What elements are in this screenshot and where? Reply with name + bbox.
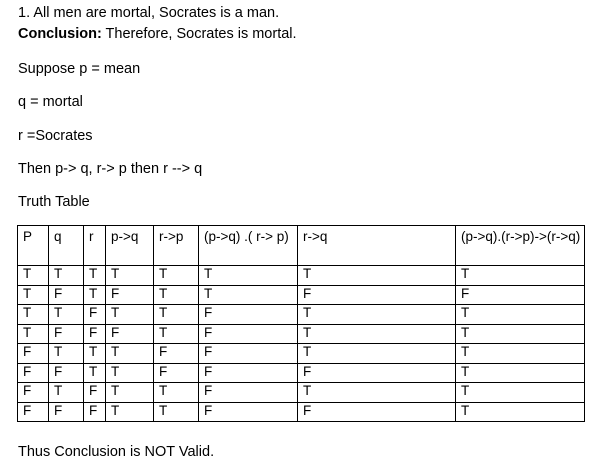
table-row (18, 266, 585, 286)
table-cell: T (154, 402, 199, 422)
table-cell: F (18, 344, 49, 364)
suppose-p-text: Suppose p = mean (18, 61, 141, 77)
table-header-cell: q (49, 226, 84, 266)
table-cell: T (84, 285, 106, 305)
table-cell: T (456, 266, 585, 286)
table-header-cell: (p->q) .( r-> p) (199, 226, 298, 266)
table-cell: T (456, 363, 585, 383)
table-cell: T (18, 305, 49, 325)
table-cell: T (18, 266, 49, 286)
table-cell: T (154, 266, 199, 286)
table-cell: F (18, 402, 49, 422)
table-cell: T (49, 344, 84, 364)
table-cell: F (199, 344, 298, 364)
table-cell: T (106, 266, 154, 286)
def-r-text: r =Socrates (18, 128, 93, 144)
table-cell: T (298, 344, 456, 364)
table-row (18, 324, 585, 344)
table-cell: T (154, 305, 199, 325)
table-cell: T (298, 383, 456, 403)
table-cell: F (199, 305, 298, 325)
table-cell: T (298, 266, 456, 286)
table-cell: F (199, 402, 298, 422)
table-header-row (18, 226, 585, 266)
table-cell: T (456, 305, 585, 325)
premise-text: 1. All men are mortal, Socrates is a man. (18, 5, 280, 21)
table-cell: F (106, 285, 154, 305)
table-cell: T (84, 344, 106, 364)
table-cell: T (456, 324, 585, 344)
table-cell: T (84, 363, 106, 383)
table-header-cell: P (18, 226, 49, 266)
table-cell: F (49, 324, 84, 344)
conclusion-text: Therefore, Socrates is mortal. (101, 26, 297, 42)
table-header-cell: r (84, 226, 106, 266)
table-cell: T (106, 305, 154, 325)
table-cell: F (49, 285, 84, 305)
table-header-cell: r->p (154, 226, 199, 266)
table-row (18, 363, 585, 383)
table-cell: T (154, 383, 199, 403)
table-cell: F (298, 285, 456, 305)
table-cell: T (18, 285, 49, 305)
table-cell: T (106, 363, 154, 383)
table-cell: F (154, 344, 199, 364)
table-cell: F (84, 324, 106, 344)
table-header-cell: r->q (298, 226, 456, 266)
table-header-cell: (p->q).(r->p)->(r->q) (456, 226, 585, 266)
table-cell: F (18, 383, 49, 403)
table-cell: T (106, 402, 154, 422)
table-cell: T (154, 324, 199, 344)
table-cell: F (84, 305, 106, 325)
table-row (18, 305, 585, 325)
table-cell: T (199, 266, 298, 286)
table-cell: F (154, 363, 199, 383)
table-cell: F (49, 402, 84, 422)
truth-table (17, 225, 585, 422)
table-cell: F (106, 324, 154, 344)
table-cell: F (199, 363, 298, 383)
table-cell: T (456, 402, 585, 422)
table-cell: F (84, 402, 106, 422)
truth-table-title: Truth Table (18, 194, 90, 210)
then-line-text: Then p-> q, r-> p then r --> q (18, 161, 203, 177)
table-cell: F (298, 402, 456, 422)
table-cell: T (49, 383, 84, 403)
table-cell: T (49, 305, 84, 325)
table-cell: F (18, 363, 49, 383)
conclusion-line (18, 25, 297, 43)
table-cell: T (84, 266, 106, 286)
table-cell: F (456, 285, 585, 305)
result-text: Thus Conclusion is NOT Valid. (18, 444, 215, 460)
table-cell: T (199, 285, 298, 305)
table-row (18, 383, 585, 403)
table-cell: F (84, 383, 106, 403)
table-row (18, 344, 585, 364)
table-cell: F (199, 324, 298, 344)
table-row (18, 402, 585, 422)
table-cell: T (106, 383, 154, 403)
table-cell: T (298, 324, 456, 344)
table-cell: F (49, 363, 84, 383)
table-header-cell: p->q (106, 226, 154, 266)
table-cell: F (298, 363, 456, 383)
table-cell: T (18, 324, 49, 344)
conclusion-label: Conclusion: (18, 26, 102, 42)
table-cell: F (199, 383, 298, 403)
table-cell: T (456, 383, 585, 403)
table-cell: T (298, 305, 456, 325)
table-cell: T (456, 344, 585, 364)
def-q-text: q = mortal (18, 94, 83, 110)
table-cell: T (49, 266, 84, 286)
table-cell: T (106, 344, 154, 364)
table-row (18, 285, 585, 305)
table-cell: T (154, 285, 199, 305)
